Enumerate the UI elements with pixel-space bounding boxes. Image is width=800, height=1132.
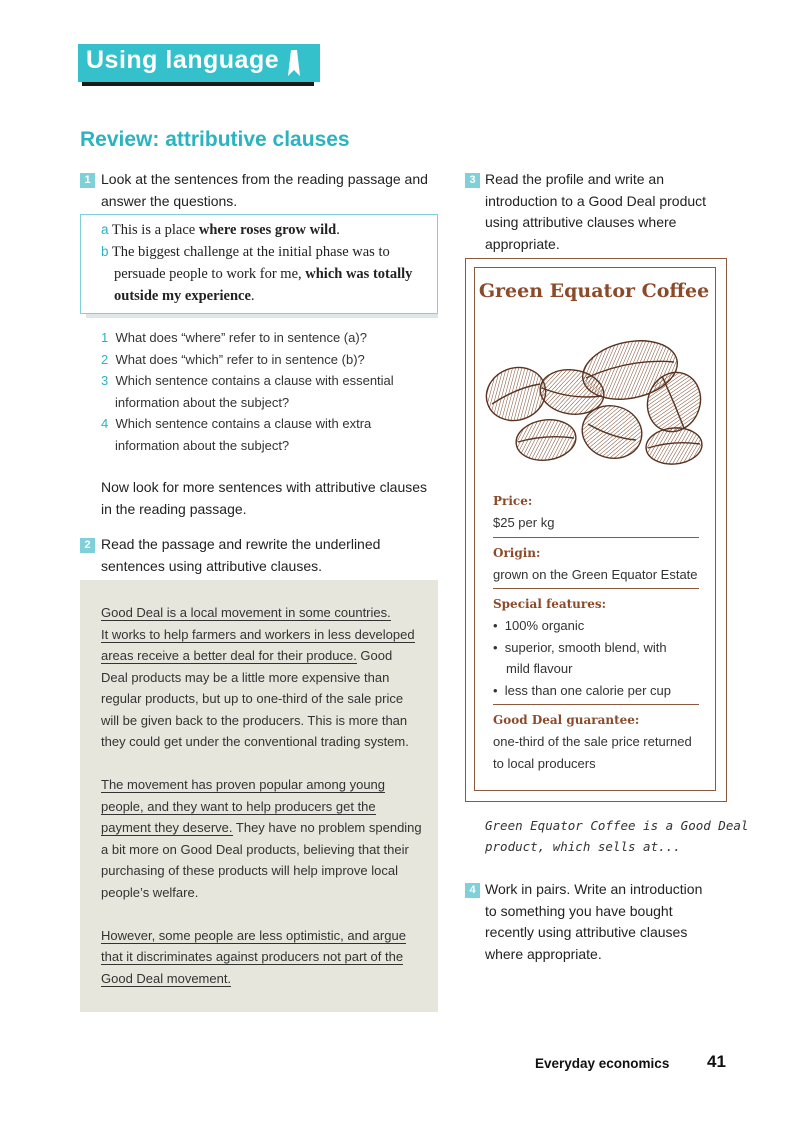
divider [493,704,699,705]
passage-paragraph-2: The movement has proven popular among young people, and they want to help producers get the payment they deserve. They have no problem spending a bit more on Good Deal products, believing that their purchasing of these products will help improve local people’s welfare. [101,777,422,900]
passage-text [101,602,431,989]
task1-line: Look at the sentences from the reading passage and [101,171,428,187]
task4-instructions: Work in pairs. Write an introduction to something you have bought recently using attributive clauses where appropriate. [485,881,703,962]
question-item: 3 Which sentence contains a clause with essential [101,373,394,388]
origin-label: Origin: [493,545,541,560]
footer-unit-title: Everyday economics [535,1056,670,1071]
example-b-cont2: outside my experience. [114,288,255,304]
task-number-badge: 1 [80,173,95,188]
example-b-cont [101,263,437,285]
header-title: Using language [86,46,280,74]
task1-line: answer the questions. [101,192,238,209]
example-letter: b [101,244,109,259]
coffee-beans-illustration [480,328,708,470]
task1-instructions [101,169,428,212]
price-value: $25 per kg [493,515,555,530]
example-sentences [101,219,437,307]
divider [493,537,699,538]
example-text: This is a place [111,222,199,238]
question-item: 4 Which sentence contains a clause with extra [101,416,372,431]
features-list: • 100% organic • superior, smooth blend, with mild flavour • less than one calorie per cup [493,618,671,698]
question-item: 1 What does “where” refer to in sentence (a)? [101,330,367,345]
guarantee-label: Good Deal guarantee: [493,713,640,727]
passage-paragraph-3: However, some people are less optimistic, and argue that it discriminates against producers not part of the Good Deal movement. [101,927,406,986]
question-item-cont: information about the subject? [115,437,290,453]
example-a: a This is a place where roses grow wild. [101,222,340,238]
divider [493,588,699,589]
task2-instructions: Read the passage and rewrite the underlined sentences using attributive clauses. [101,536,381,574]
price-label: Price: [493,494,533,508]
example-text: persuade people to work for me, [114,266,306,282]
bookmark-icon [288,50,300,76]
passage-paragraph-1: Good Deal is a local movement in some countries. It works to help farmers and workers in less developed areas receive a better deal for their produce. Good Deal products may be a little more expensive than regular products, but up to one-third of the sale price will be given back to the producers. This is more than they could get under the conventional trading system. [101,605,415,749]
example-bold: outside my experience [114,288,251,304]
question-list [101,327,441,456]
card-details [493,494,699,774]
example-b [101,241,437,263]
question-item-cont: information about the subject? [115,394,290,410]
section-title: Review: attributive clauses [80,128,350,151]
origin-value: grown on the Green Equator Estate [493,566,698,582]
features-label: Special features: [493,597,607,611]
followup-text: Now look for more sentences with attributive clauses in the reading passage. [101,479,428,517]
question-item: 2 What does “which” refer to in sentence (b)? [101,351,365,367]
guarantee-value: one-third of the sale price returned to local producers [493,734,692,771]
example-bold: where roses grow wild [198,222,337,238]
page-number: 41 [707,1052,726,1071]
handwritten-example: Green Equator Coffee is a Good Deal product, which sells at... [485,818,749,854]
task-number-badge: 3 [465,173,480,188]
task3-instructions: Read the profile and write an introduction to a Good Deal product using attributive clauses where appropriate. [485,171,707,252]
task-number-badge: 2 [80,538,95,553]
example-text: The biggest challenge at the initial phase was to [111,244,390,260]
example-letter: a [101,222,109,237]
task-number-badge: 4 [465,883,480,898]
example-bold: which was totally [305,266,413,282]
card-title: Green Equator Coffee [478,280,710,302]
